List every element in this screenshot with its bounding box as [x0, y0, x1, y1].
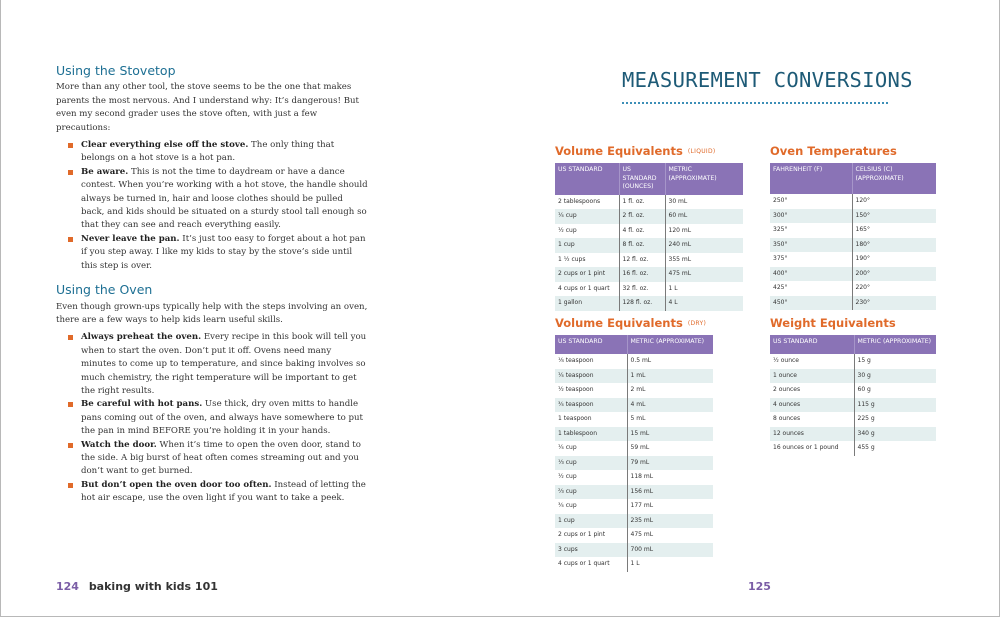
table-row: [555, 398, 713, 413]
table-cell: 8 fl. oz.: [619, 238, 665, 253]
table-row: [770, 194, 936, 209]
stovetop-bullet-list: [56, 139, 368, 273]
table-cell: 325°: [773, 226, 788, 233]
table-row: [555, 253, 743, 268]
list-item: [56, 331, 368, 398]
running-book-title: baking with kids 101: [88, 580, 218, 593]
table-cell: 1 teaspoon: [558, 415, 592, 422]
table-row: [555, 195, 743, 210]
table-header-row: [770, 335, 936, 354]
table-cell: 2 fl. oz.: [619, 209, 665, 224]
table-cell: ¼ teaspoon: [555, 369, 627, 384]
table-cell: 450°: [770, 296, 852, 311]
column-header: METRIC (APPROXIMATE): [665, 163, 743, 195]
table-cell: 1 cup: [555, 514, 627, 529]
bullet-lead: Be careful with hot pans.: [81, 399, 203, 410]
table-cell: 350°: [770, 238, 852, 253]
table-cell: ⅛ teaspoon: [558, 357, 594, 364]
table-cell: 230°: [852, 296, 936, 311]
bullet-marker: [68, 443, 73, 448]
volume-liquid-table: [555, 163, 743, 311]
table-row: [555, 224, 743, 239]
page-border-left: [0, 0, 1, 617]
bullet-marker: [68, 402, 73, 407]
list-item: [56, 233, 368, 273]
oven-heading: Using the Oven: [56, 282, 153, 298]
table-cell: 15 g: [854, 354, 936, 369]
table-row: [555, 267, 743, 282]
table-cell: 5 mL: [627, 412, 713, 427]
weight-equivalents-title: [770, 316, 896, 330]
table-row: [555, 282, 743, 297]
table-cell: 4 fl. oz.: [619, 224, 665, 239]
column-header: METRIC (APPROXIMATE): [627, 335, 713, 354]
table-cell: 150°: [852, 209, 936, 224]
table-cell: 15 mL: [627, 427, 713, 442]
volume-dry-title: [555, 316, 706, 330]
table-cell: 475 mL: [665, 267, 743, 282]
bullet-marker: [68, 335, 73, 340]
table-cell: ½ cup: [558, 473, 577, 480]
table-cell: 240 mL: [665, 238, 743, 253]
oven-bullet-list: [56, 331, 368, 505]
table-cell: 16 ounces or 1 pound: [773, 444, 839, 451]
table-cell: 3 cups: [555, 543, 627, 558]
table-cell: 115 g: [854, 398, 936, 413]
table-cell: 250°: [773, 197, 788, 204]
table-cell: 118 mL: [627, 470, 713, 485]
volume-liquid-title: [555, 144, 716, 158]
bullet-marker: [68, 143, 73, 148]
bullet-lead: Be aware.: [81, 166, 129, 177]
weight-equivalents-title-text: Weight Equivalents: [770, 316, 896, 330]
table-cell: 2 cups or 1 pint: [558, 531, 606, 538]
table-cell: 4 cups or 1 quart: [558, 284, 610, 292]
table-row: [555, 412, 713, 427]
bullet-marker: [68, 237, 73, 242]
column-header: FAHRENHEIT (F): [770, 163, 852, 194]
stovetop-heading: Using the Stovetop: [56, 63, 176, 78]
table-cell: ¼ cup: [558, 444, 577, 451]
table-cell: 120°: [852, 194, 936, 209]
bullet-marker: [68, 483, 73, 488]
table-row: [770, 296, 936, 311]
table-cell: 2 cups or 1 pint: [555, 267, 619, 282]
table-cell: 475 mL: [627, 528, 713, 543]
table-cell: ¾ teaspoon: [555, 398, 627, 413]
bullet-text: It’s just too easy to forget about a hot pan if you step away. I like my kids to stay by the stove’s side until this step is over.: [81, 233, 366, 271]
table-row: [770, 441, 936, 456]
list-item: [56, 439, 368, 479]
bullet-lead: But don’t open the oven door too often.: [81, 479, 272, 490]
column-header: METRIC (APPROXIMATE): [854, 335, 936, 354]
table-row: [770, 281, 936, 296]
table-header-row: [555, 163, 743, 195]
table-cell: 30 mL: [665, 195, 743, 210]
table-cell: 12 fl. oz.: [619, 253, 665, 268]
table-cell: 30 g: [854, 369, 936, 384]
table-cell: 2 mL: [627, 383, 713, 398]
table-row: [555, 209, 743, 224]
table-row: [555, 369, 713, 384]
table-cell: 4 mL: [627, 398, 713, 413]
table-cell: 32 fl. oz.: [619, 282, 665, 297]
table-cell: 4 L: [665, 296, 743, 311]
table-cell: ½ teaspoon: [558, 386, 594, 393]
bullet-text: Every recipe in this book will tell you when to start the oven. Don’t put it off. Ovens need many minutes to come up to temperature, and since baking involves so much chemistry, the right temperature will be important to get the right results.: [81, 332, 367, 396]
table-cell: 235 mL: [627, 514, 713, 529]
column-header: US STANDARD: [555, 163, 619, 195]
column-header: US STANDARD: [770, 335, 854, 354]
table-row: [555, 557, 713, 572]
bullet-text: This is not the time to daydream or have a dance contest. When you’re working with a hot stove, the handle should always be turned in, hair and loose clothes should be pulled back, and kids should be situated on a sturdy stool tall enough so that they can see and reach everything easily.: [81, 166, 368, 231]
table-cell: 16 fl. oz.: [619, 267, 665, 282]
table-cell: 8 ounces: [773, 415, 801, 422]
table-row: [770, 354, 936, 369]
bullet-text: When it’s time to open the oven door, stand to the side. A big burst of heat often comes streaming out and you don’t want to get burned.: [81, 439, 361, 477]
table-cell: 156 mL: [627, 485, 713, 500]
table-cell: 165°: [852, 223, 936, 238]
table-row: [770, 223, 936, 238]
table-cell: 225 g: [854, 412, 936, 427]
bullet-lead: Watch the door.: [81, 439, 157, 450]
weight-equivalents-table-body: [770, 354, 936, 456]
oven-temperatures-table-body: [770, 194, 936, 310]
table-row: [770, 238, 936, 253]
table-row: [770, 267, 936, 282]
oven-temperatures-title-text: Oven Temperatures: [770, 144, 897, 158]
table-row: [555, 485, 713, 500]
table-cell: 300°: [770, 209, 852, 224]
table-cell: 1 gallon: [555, 296, 619, 311]
volume-liquid-subtitle: (LIQUID): [687, 148, 716, 155]
bullet-marker: [68, 170, 73, 175]
table-row: [555, 427, 713, 442]
table-header-row: [770, 163, 936, 194]
table-cell: 1 tablespoon: [555, 427, 627, 442]
table-row: [555, 441, 713, 456]
volume-dry-title-text: Volume Equivalents: [555, 316, 683, 330]
oven-intro: Even though grown-ups typically help with the steps involving an oven, there are a few ways to help kids learn useful skills.: [56, 301, 368, 325]
table-cell: 425°: [773, 284, 788, 291]
table-row: [555, 499, 713, 514]
table-header-row: [555, 335, 713, 354]
table-cell: 4 cups or 1 quart: [558, 560, 610, 567]
table-cell: 2 ounces: [773, 386, 801, 393]
table-cell: 12 ounces: [770, 427, 854, 442]
table-cell: 60 mL: [665, 209, 743, 224]
page-title: MEASUREMENT CONVERSIONS: [622, 68, 913, 92]
list-item: [56, 398, 368, 438]
page-number-right: 125: [748, 580, 771, 593]
table-cell: ⅓ cup: [555, 456, 627, 471]
table-cell: ¾ cup: [558, 502, 577, 509]
volume-liquid-title-text: Volume Equivalents: [555, 144, 683, 158]
table-row: [770, 398, 936, 413]
table-cell: 60 g: [854, 383, 936, 398]
bullet-text: Instead of letting the hot air escape, use the oven light if you want to take a peek.: [81, 479, 366, 504]
column-header: US STANDARD: [555, 335, 627, 354]
table-row: [770, 412, 936, 427]
table-cell: 1 fl. oz.: [619, 195, 665, 210]
bullet-text: The only thing that belongs on a hot stove is a hot pan.: [81, 140, 335, 164]
table-cell: 1 cup: [555, 238, 619, 253]
table-cell: ½ ounce: [773, 357, 799, 364]
table-cell: 700 mL: [627, 543, 713, 558]
volume-dry-table: [555, 335, 713, 572]
table-cell: 375°: [773, 255, 788, 262]
oven-temperatures-table: [770, 163, 936, 310]
table-cell: 190°: [852, 252, 936, 267]
column-header: US STANDARD (OUNCES): [619, 163, 665, 195]
table-row: [555, 543, 713, 558]
column-header: CELSIUS (C) (APPROXIMATE): [852, 163, 936, 194]
title-dotted-rule: [622, 102, 888, 104]
volume-dry-table-body: [555, 354, 713, 572]
oven-temperatures-title: [770, 144, 897, 158]
left-page-footer: [56, 580, 218, 593]
table-cell: 1 L: [665, 282, 743, 297]
table-cell: 120 mL: [665, 224, 743, 239]
list-item: [56, 166, 368, 233]
table-cell: 0.5 mL: [627, 354, 713, 369]
table-cell: ½ cup: [558, 226, 577, 234]
weight-equivalents-table: [770, 335, 936, 456]
table-cell: 79 mL: [627, 456, 713, 471]
table-cell: 220°: [852, 281, 936, 296]
table-row: [555, 514, 713, 529]
table-cell: 455 g: [854, 441, 936, 456]
bullet-text: Use thick, dry oven mitts to handle pans coming out of the oven, and always have somewhere to put the pan in mind BEFORE you’re holding it in your hands.: [81, 399, 363, 437]
table-row: [555, 383, 713, 398]
table-row: [555, 456, 713, 471]
table-cell: 4 ounces: [770, 398, 854, 413]
table-row: [555, 470, 713, 485]
table-cell: ¼ cup: [555, 209, 619, 224]
table-row: [770, 383, 936, 398]
bullet-lead: Never leave the pan.: [81, 233, 180, 244]
bullet-lead: Clear everything else off the stove.: [81, 140, 249, 151]
table-row: [555, 296, 743, 311]
table-cell: 1 mL: [627, 369, 713, 384]
table-row: [770, 369, 936, 384]
table-cell: 2 tablespoons: [558, 197, 601, 205]
table-row: [555, 238, 743, 253]
table-cell: 340 g: [854, 427, 936, 442]
table-cell: 177 mL: [627, 499, 713, 514]
table-row: [555, 354, 713, 369]
table-row: [770, 252, 936, 267]
table-cell: 400°: [770, 267, 852, 282]
list-item: [56, 479, 368, 506]
table-cell: ⅔ cup: [555, 485, 627, 500]
stovetop-intro: More than any other tool, the stove seems to be the one that makes parents the most nervous. And I understand why: It’s dangerous! But even my second grader uses the stove often, with just a few precautions:: [56, 82, 360, 133]
table-cell: 180°: [852, 238, 936, 253]
volume-dry-subtitle: (DRY): [687, 320, 707, 327]
list-item: [56, 139, 368, 166]
table-cell: 1 L: [627, 557, 713, 572]
table-cell: 355 mL: [665, 253, 743, 268]
volume-liquid-table-body: [555, 195, 743, 311]
page-number-left: 124: [56, 580, 79, 593]
bullet-lead: Always preheat the oven.: [81, 332, 202, 343]
table-row: [555, 528, 713, 543]
table-cell: 128 fl. oz.: [619, 296, 665, 311]
table-cell: 1 ounce: [770, 369, 854, 384]
table-row: [770, 209, 936, 224]
table-cell: 200°: [852, 267, 936, 282]
table-row: [770, 427, 936, 442]
table-cell: 59 mL: [627, 441, 713, 456]
left-page-body: [56, 64, 368, 516]
table-cell: 1 ½ cups: [558, 255, 586, 263]
